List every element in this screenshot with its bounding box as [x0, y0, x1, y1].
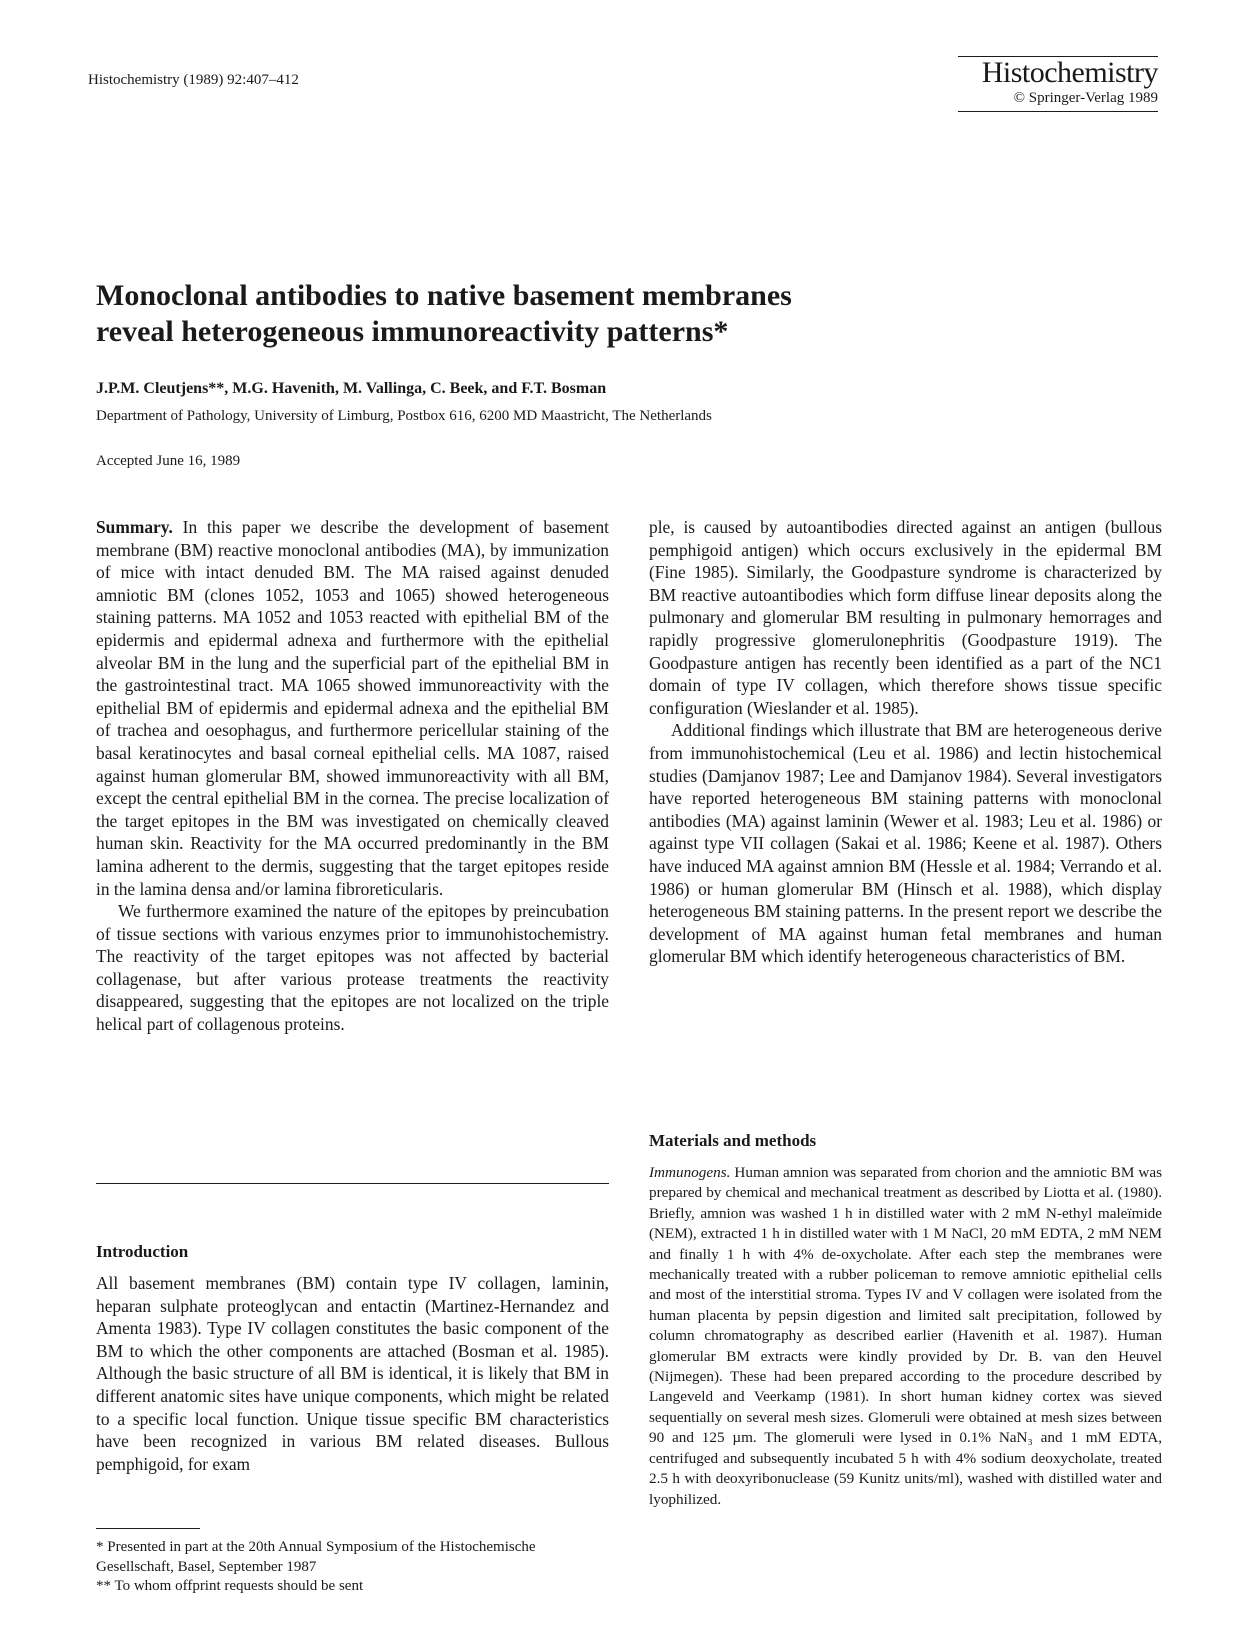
article-affiliation: Department of Pathology, University of Limburg, Postbox 616, 6200 MD Maastricht, The Netherlands — [96, 408, 712, 424]
summary-paragraph-2: We furthermore examined the nature of the epitopes by preincubation of tissue sections with various enzymes prior to immunohistochemistry. The reactivity of the target epitopes was not affected by bacterial collagenase, but after various protease treatments the reactivity disappeared, suggesting that the epitopes are not localized on the triple helical part of collagenous proteins. — [96, 901, 609, 1035]
summary-label: Summary. — [96, 517, 173, 537]
footnotes — [96, 1538, 609, 1597]
summary-paragraph-1 — [96, 516, 609, 900]
methods-text-1: Human amnion was separated from chorion and the amniotic BM was prepared by chemical and mechanical treatment as described by Liotta et al. (1980). Briefly, amnion was washed 1 h in distilled water with 2 mM N-ethyl maleïmide (NEM), extracted 1 h in distilled water with 1 M NaCl, 20 mM EDTA, 2 mM NEM and finally 1 h with 4% de-oxycholate. After each step the membranes were mechanically treated with a rubber policeman to remove amniotic epithelial cells and most of the interstitial stroma. Types IV and V collagen were isolated from the human placenta by pepsin digestion and limited salt precipitation, followed by column chromatography as described earlier (Havenith et al. 1987). Human glomerular BM extracts were kindly provided by Dr. B. van den Heuvel (Nijmegen). These had been prepared according to the procedure described by Langeveld and Veerkamp (1981). In short human kidney cortex was sieved sequentially on several mesh sizes. Glomeruli were obtained at mesh sizes between 90 and 125 µm. The glomeruli were lysed in 0.1% NaN₃ and 1 mM EDTA, centrifuged and subsequently incubated 5 h with 4% sodium deoxycholate, treated 2.5 h with deoxyribonuclease (59 Kunitz units/ml), washed with distilled water and lyophilized. — [649, 1164, 1162, 1508]
immunogens-label: Immunogens. — [649, 1164, 731, 1181]
introduction-paragraph-2: Additional findings which illustrate that BM are heterogeneous derive from immunohistochemical (Leu et al. 1986) and lectin histochemical studies (Damjanov 1987; Lee and Damjanov 1984). Several investigators have reported heterogeneous BM staining patterns with monoclonal antibodies (MA) against laminin (Wewer et al. 1983; Leu et al. 1986) or against type VII collagen (Sakai et al. 1986; Keene et al. 1987). Others have induced MA against amnion BM (Hessle et al. 1984; Verrando et al. 1986) or human glomerular BM (Hinsch et al. 1988), which display heterogeneous BM staining patterns. In the present report we describe the development of MA against human fetal membranes and human glomerular BM which identify heterogeneous characteristics of BM. — [649, 720, 1162, 967]
summary-divider — [96, 1183, 609, 1184]
journal-citation: Histochemistry (1989) 92:407–412 — [88, 72, 299, 88]
journal-name: Histochemistry — [958, 56, 1158, 89]
article-title — [96, 278, 1096, 350]
methods-section — [649, 1163, 1162, 1510]
footnote-1: * Presented in part at the 20th Annual Symposium of the Histochemische Gesellschaft, Basel, September 1987 — [96, 1539, 536, 1575]
article-title-line-1: Monoclonal antibodies to native basement membranes — [96, 279, 792, 312]
article-title-line-2: reveal heterogeneous immunoreactivity patterns* — [96, 315, 729, 348]
methods-heading: Materials and methods — [649, 1131, 817, 1150]
footnote-divider — [96, 1528, 200, 1529]
introduction-continued — [649, 516, 1162, 968]
introduction-paragraph-1: All basement membranes (BM) contain type IV collagen, laminin, heparan sulphate proteoglycan and entactin (Martinez-Hernandez and Amenta 1983). Type IV collagen constitutes the basic component of the BM to which the other components are attached (Bosman et al. 1985). Although the basic structure of all BM is identical, it is likely that BM in different anatomic sites have unique components, which might be related to a specific local function. Unique tissue specific BM characteristics have been recognized in various BM related diseases. Bullous pemphigoid, for exam — [96, 1273, 609, 1474]
methods-paragraph-1 — [649, 1163, 1162, 1510]
introduction-paragraph-1-continued: ple, is caused by autoantibodies directed against an antigen (bullous pemphigoid antigen) which occurs exclusively in the epidermal BM (Fine 1985). Similarly, the Goodpasture syndrome is characterized by BM reactive autoantibodies which form diffuse linear deposits along the pulmonary and glomerular BM resulting in pulmonary hemorrages and rapidly progressive glomerulonephritis (Goodpasture 1919). The Goodpasture antigen has recently been identified as a part of the NC1 domain of type IV collagen, which therefore shows tissue specific configuration (Wieslander et al. 1985). — [649, 517, 1162, 718]
accepted-date: Accepted June 16, 1989 — [96, 453, 241, 469]
journal-masthead — [958, 56, 1158, 112]
footnote-2: ** To whom offprint requests should be sent — [96, 1578, 364, 1594]
summary-section — [96, 516, 609, 1036]
journal-copyright: © Springer-Verlag 1989 — [958, 89, 1158, 112]
article-authors: J.P.M. Cleutjens**, M.G. Havenith, M. Vallinga, C. Beek, and F.T. Bosman — [96, 380, 607, 397]
summary-text-1: In this paper we describe the development of basement membrane (BM) reactive monoclonal antibodies (MA), by immunization of mice with intact denuded BM. The MA raised against denuded amniotic BM (clones 1052, 1053 and 1065) showed heterogeneous staining patterns. MA 1052 and 1053 reacted with epithelial BM of the epidermis and epidermal adnexa and furthermore with the epithelial alveolar BM in the lung and the superficial part of the epithelial BM in the gastrointestinal tract. MA 1065 showed immunoreactivity with the epithelial BM of epidermis and epidermal adnexa and the epithelial BM of trachea and oesophagus, and furthermore pericellular staining of the basal keratinocytes and basal corneal epithelial cells. MA 1087, raised against human glomerular BM, showed immunoreactivity with all BM, except the central epithelial BM in the cornea. The precise localization of the target epitopes in the BM was investigated on chemically cleaved human skin. Reactivity for the MA occurred predominantly in the BM lamina adherent to the dermis, suggesting that the target epitopes reside in the lamina densa and/or lamina fibroreticularis. — [96, 517, 609, 899]
introduction-heading: Introduction — [96, 1242, 189, 1261]
